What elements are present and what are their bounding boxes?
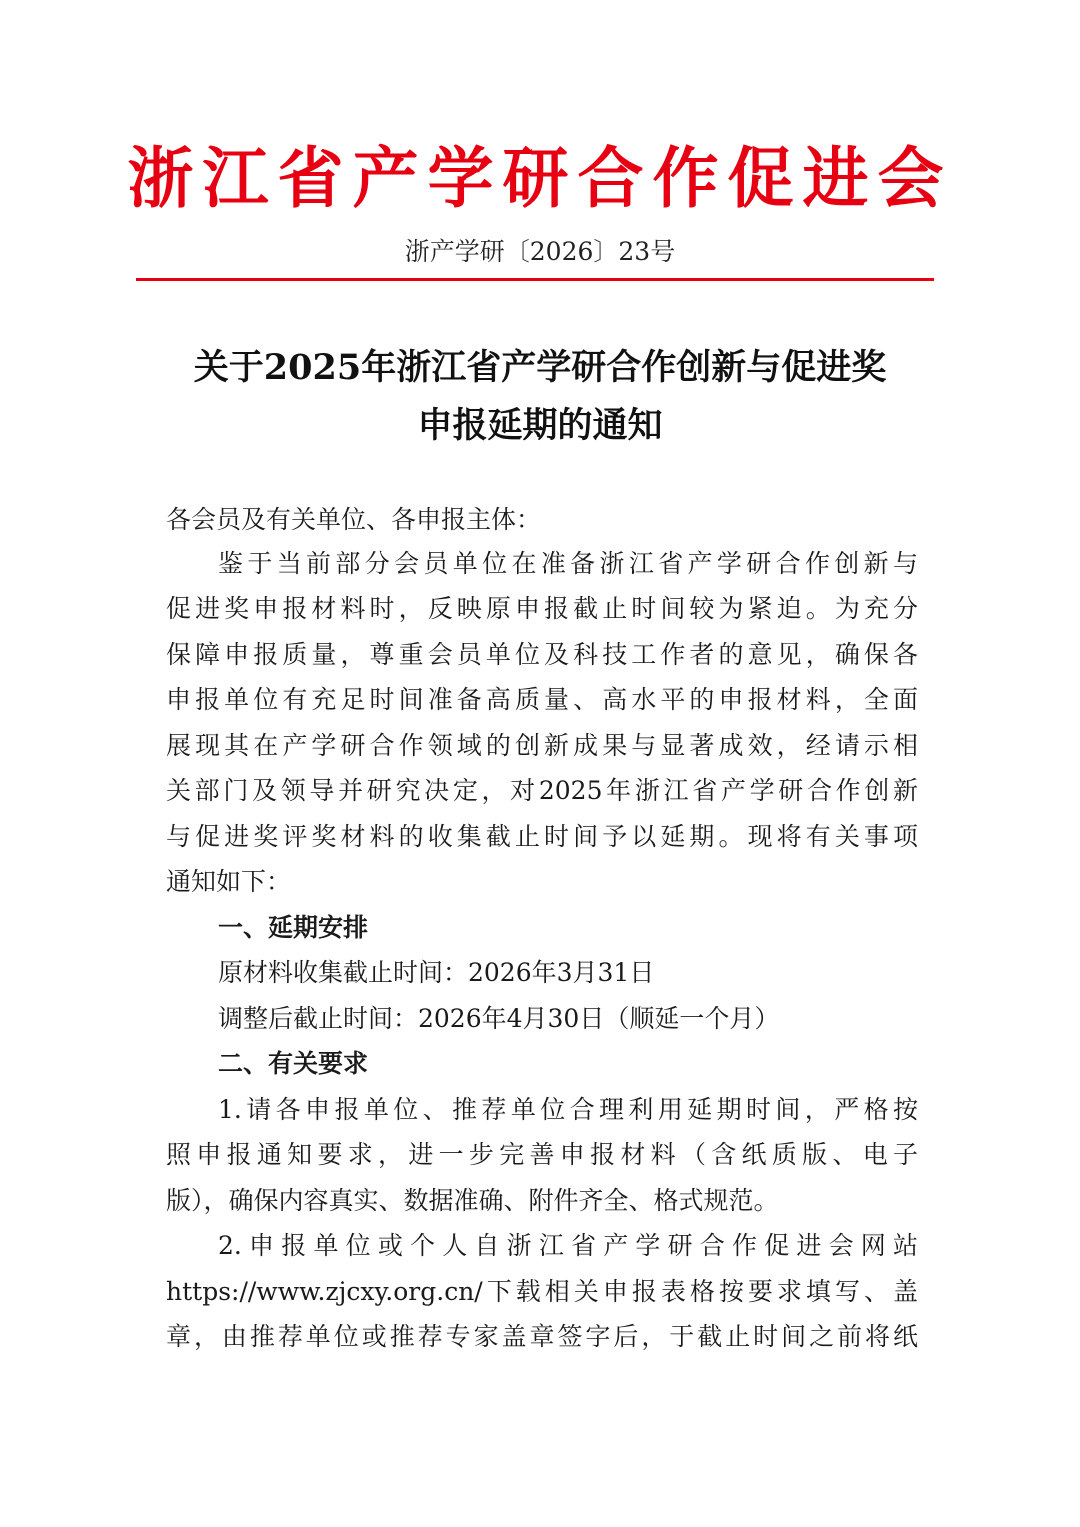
requirement-2-line: 2.申报单位或个人自浙江省产学研合作促进会网站 [218,1231,918,1260]
requirement-1-line: 版），确保内容真实、数据准确、附件齐全、格式规范。 [166,1186,779,1215]
original-deadline: 原材料收集截止时间：2026年3月31日 [218,958,655,987]
intro-line: 关部门及领导并研究决定，对2025年浙江省产学研合作创新 [166,776,918,805]
requirement-2-line: 章，由推荐单位或推荐专家盖章签字后，于截止时间之前将纸 [166,1322,918,1351]
intro-line: 保障申报质量，尊重会员单位及科技工作者的意见，确保各 [166,640,918,669]
intro-line: 促进奖申报材料时，反映原申报截止时间较为紧迫。为充分 [166,594,918,623]
notice-title-line-1: 关于2025年浙江省产学研合作创新与促进奖 [193,347,887,388]
intro-line: 展现其在产学研合作领域的创新成果与显著成效，经请示相 [166,731,918,760]
section-1-heading: 一、延期安排 [218,913,369,942]
intro-line: 通知如下： [166,867,292,896]
requirement-2-line: https://www.zjcxy.org.cn/下载相关申报表格按要求填写、盖 [166,1277,918,1306]
letterhead-org-name: 浙江省产学研合作促进会 [127,139,953,217]
notice-title-line-2: 申报延期的通知 [417,405,663,446]
requirement-1-line: 1.请各申报单位、推荐单位合理利用延期时间，严格按 [218,1095,918,1124]
adjusted-deadline: 调整后截止时间：2026年4月30日（顺延一个月） [218,1004,780,1033]
letterhead-red-rule [136,278,934,281]
intro-line: 与促进奖评奖材料的收集截止时间予以延期。现将有关事项 [166,822,918,851]
section-2-heading: 二、有关要求 [218,1049,369,1078]
intro-line: 鉴于当前部分会员单位在准备浙江省产学研合作创新与 [218,549,918,578]
intro-line: 申报单位有充足时间准备高质量、高水平的申报材料，全面 [166,685,918,714]
requirement-1-line: 照申报通知要求，进一步完善申报材料（含纸质版、电子 [166,1140,918,1169]
document-number: 浙产学研〔2026〕23号 [404,237,676,266]
salutation: 各会员及有关单位、各申报主体： [166,505,542,534]
